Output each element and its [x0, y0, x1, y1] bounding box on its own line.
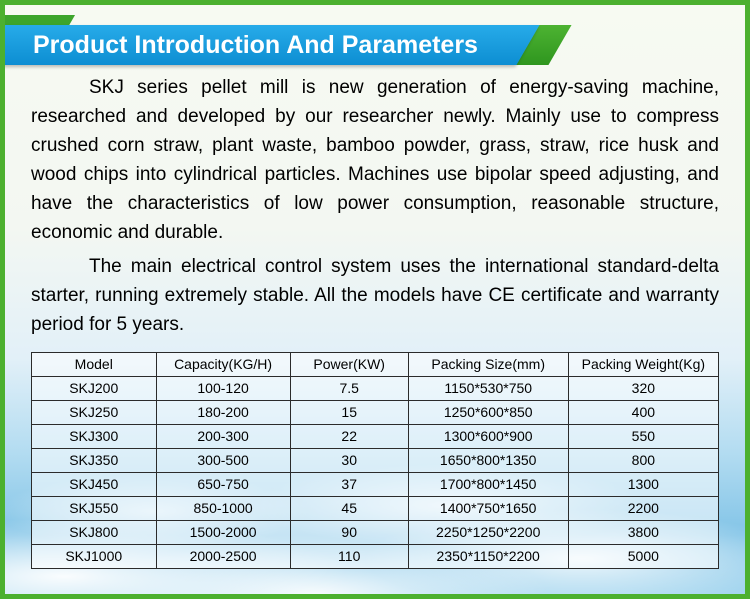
table-row	[32, 497, 719, 521]
table-cell: 5000	[568, 545, 718, 569]
table-cell: 7.5	[290, 377, 408, 401]
table-header-cell: Packing Weight(Kg)	[568, 353, 718, 377]
table-cell: 1150*530*750	[408, 377, 568, 401]
table-cell: 90	[290, 521, 408, 545]
table-cell: SKJ250	[32, 401, 157, 425]
table-header-cell: Power(KW)	[290, 353, 408, 377]
table-row	[32, 545, 719, 569]
table-cell: 550	[568, 425, 718, 449]
table-cell: 22	[290, 425, 408, 449]
table-cell: 800	[568, 449, 718, 473]
table-row	[32, 377, 719, 401]
table-cell: 1400*750*1650	[408, 497, 568, 521]
table-header-cell: Packing Size(mm)	[408, 353, 568, 377]
table-cell: SKJ450	[32, 473, 157, 497]
table-header-cell: Capacity(KG/H)	[156, 353, 290, 377]
table-cell: 1500-2000	[156, 521, 290, 545]
table-cell: 200-300	[156, 425, 290, 449]
table-cell: 1300	[568, 473, 718, 497]
table-cell: 2000-2500	[156, 545, 290, 569]
spec-table-body	[32, 377, 719, 569]
table-header-cell: Model	[32, 353, 157, 377]
table-cell: 320	[568, 377, 718, 401]
table-cell: 2200	[568, 497, 718, 521]
intro-paragraph-1: SKJ series pellet mill is new generation of energy-saving machine, researched and developed by our researcher newly. Mainly use to compress crushed corn straw, plant waste, bamboo powder, grass, straw, rice husk and wood chips into cylindrical particles. Machines use bipolar speed adjusting, and have the characteristics of low power consumption, reasonable structure, economic and durable.	[31, 77, 719, 243]
table-row	[32, 521, 719, 545]
table-cell: 2250*1250*2200	[408, 521, 568, 545]
table-cell: 1650*800*1350	[408, 449, 568, 473]
table-row	[32, 401, 719, 425]
table-cell: SKJ200	[32, 377, 157, 401]
table-cell: SKJ550	[32, 497, 157, 521]
page-title: Product Introduction And Parameters	[33, 31, 478, 59]
table-cell: 30	[290, 449, 408, 473]
table-header-row	[32, 353, 719, 377]
table-cell: 37	[290, 473, 408, 497]
table-cell: 1700*800*1450	[408, 473, 568, 497]
table-cell: 1300*600*900	[408, 425, 568, 449]
table-cell: 180-200	[156, 401, 290, 425]
table-row	[32, 425, 719, 449]
table-row	[32, 473, 719, 497]
spec-table-head	[32, 353, 719, 377]
table-cell: SKJ350	[32, 449, 157, 473]
table-cell: 300-500	[156, 449, 290, 473]
table-cell: SKJ300	[32, 425, 157, 449]
spec-table	[31, 352, 719, 569]
table-cell: 100-120	[156, 377, 290, 401]
table-cell: SKJ1000	[32, 545, 157, 569]
table-cell: 650-750	[156, 473, 290, 497]
table-cell: 850-1000	[156, 497, 290, 521]
table-cell: 110	[290, 545, 408, 569]
table-cell: 15	[290, 401, 408, 425]
table-row	[32, 449, 719, 473]
banner	[5, 11, 745, 67]
content-area	[5, 73, 745, 569]
table-cell: 2350*1150*2200	[408, 545, 568, 569]
table-cell: 45	[290, 497, 408, 521]
table-cell: SKJ800	[32, 521, 157, 545]
table-cell: 3800	[568, 521, 718, 545]
intro-paragraph-2: The main electrical control system uses the international standard-delta starter, running extremely stable. All the models have CE certificate and warranty period for 5 years.	[31, 256, 719, 335]
table-cell: 400	[568, 401, 718, 425]
table-cell: 1250*600*850	[408, 401, 568, 425]
